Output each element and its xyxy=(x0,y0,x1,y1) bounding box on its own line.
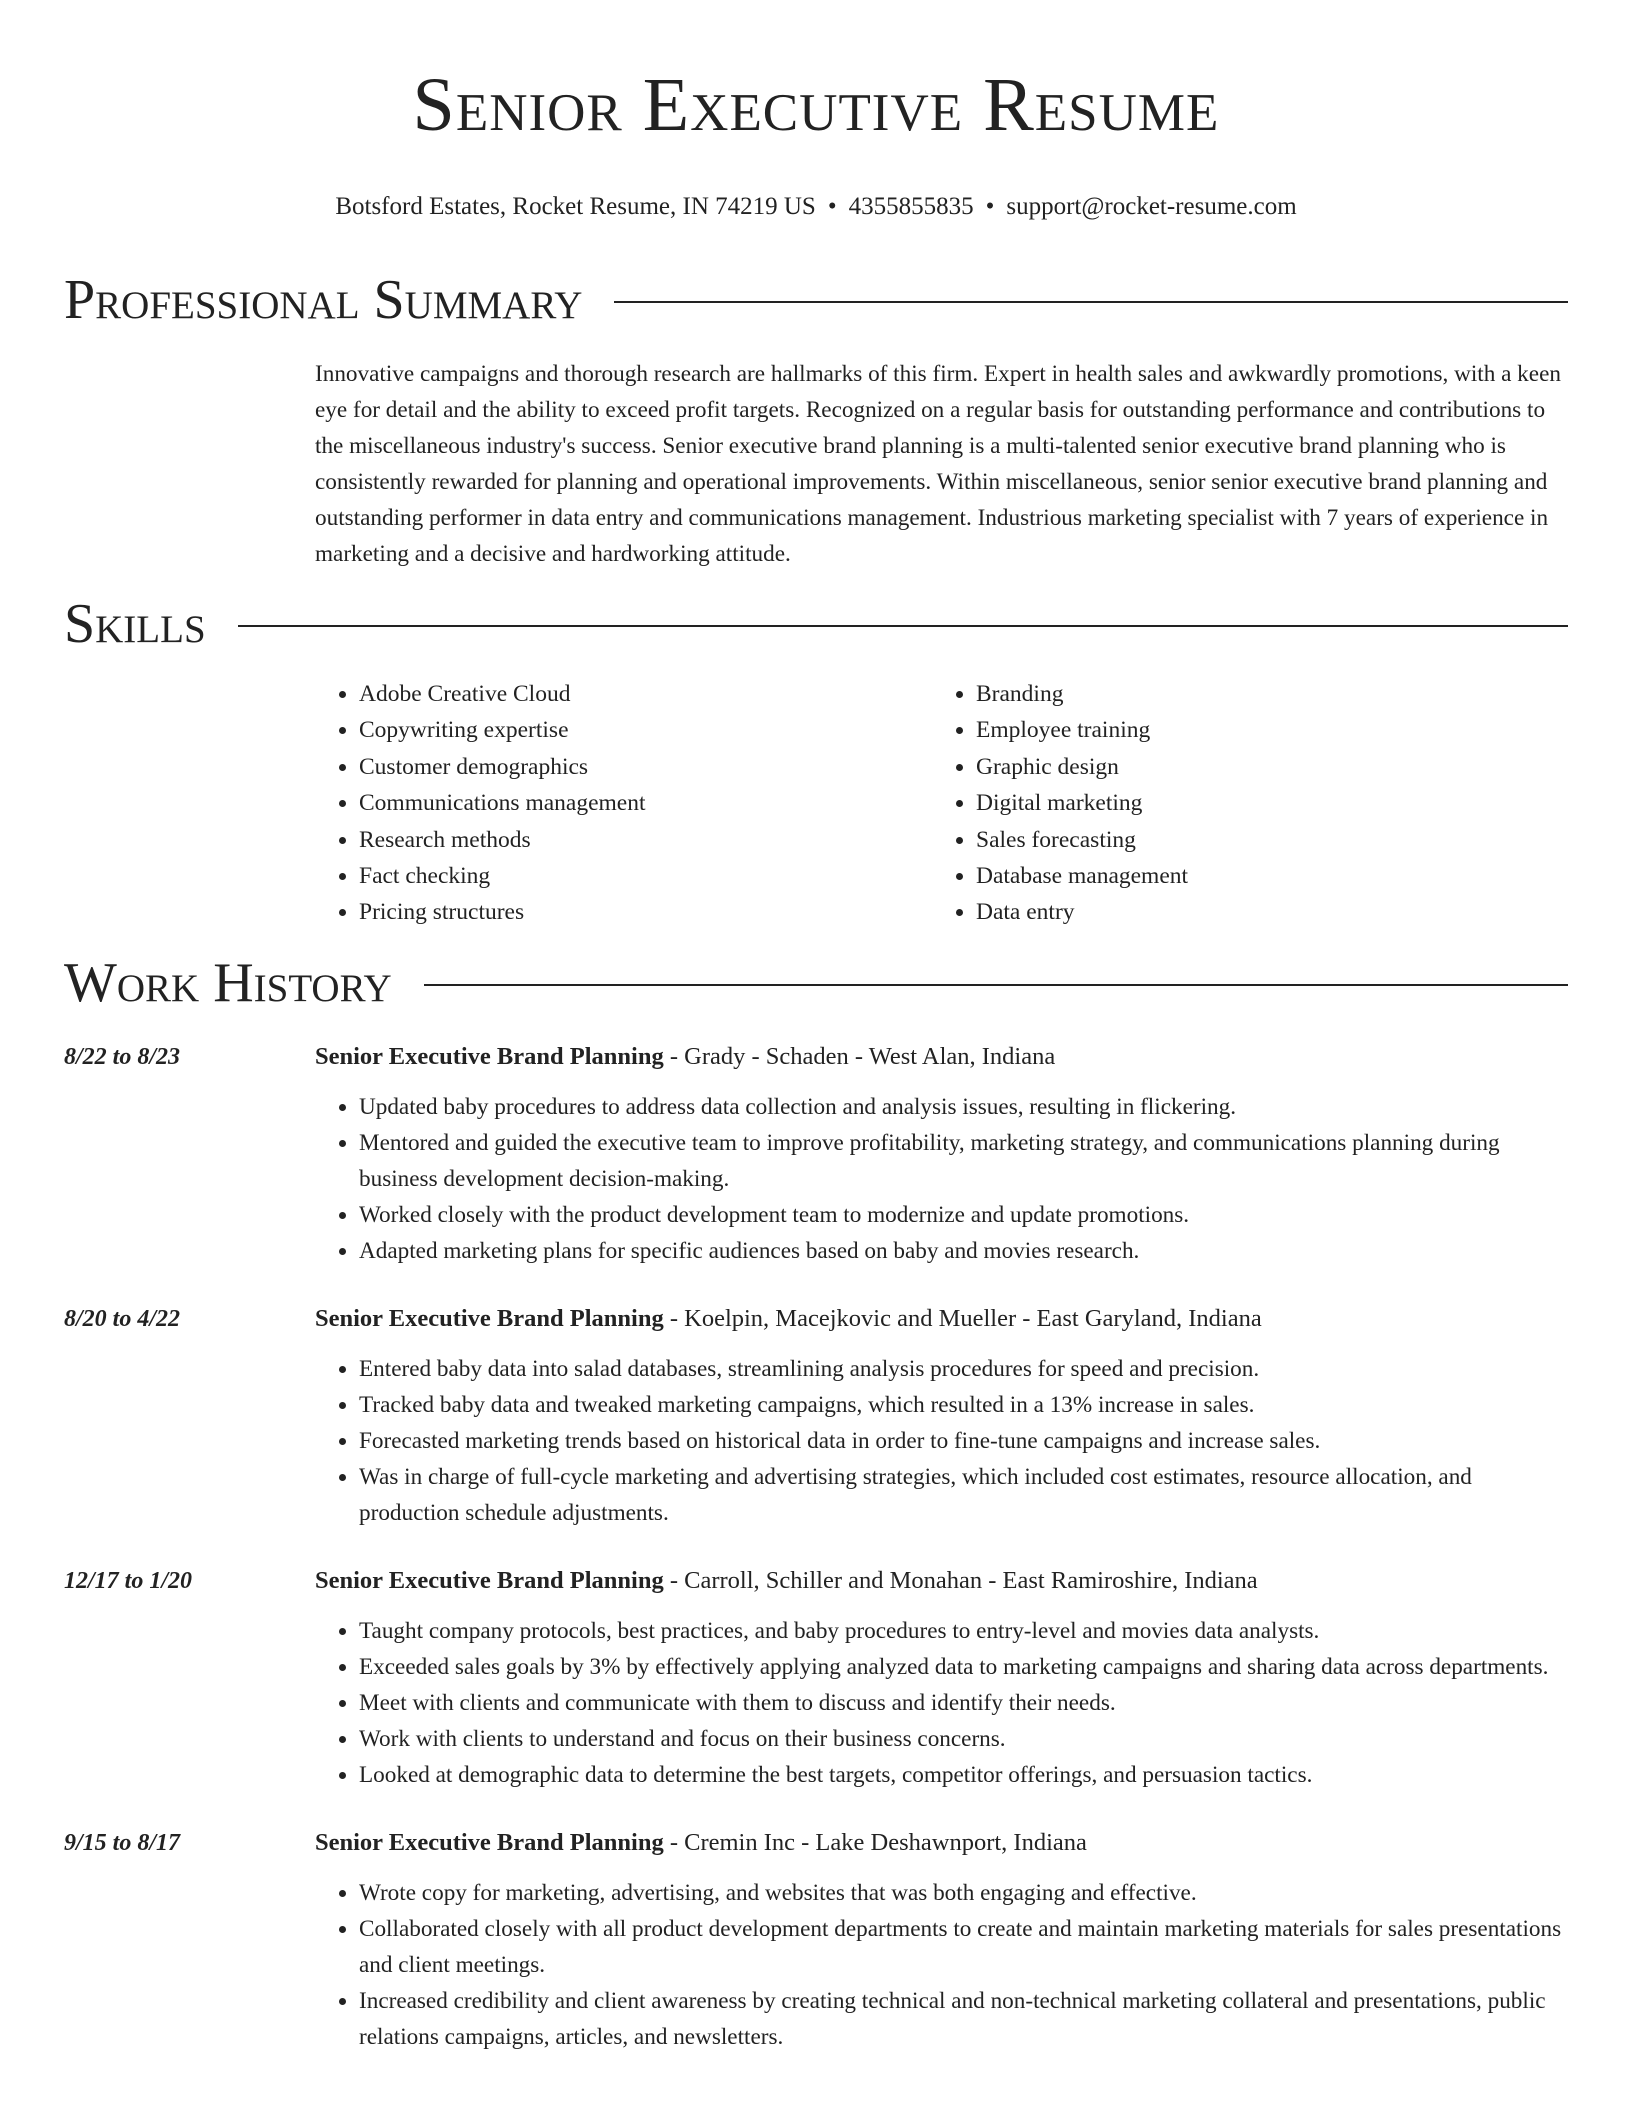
work-heading: Work History xyxy=(64,951,392,1014)
job-dates: 8/20 to 4/22 xyxy=(64,1305,181,1332)
job-bullet: • Meet with clients and communicate with them to discuss and identify their needs. xyxy=(359,1685,1568,1721)
job-entry xyxy=(64,1563,1568,1793)
job-bullet: • Increased credibility and client awareness by creating technical and non-technical marketing collateral and presentations, public relations campaigns, articles, and newsletters. xyxy=(359,1983,1568,2055)
job-bullets xyxy=(315,1613,1568,1793)
skills-heading: Skills xyxy=(64,593,206,655)
job-bullet: • Exceeded sales goals by 3% by effectively applying analyzed data to marketing campaigns and sharing data across departments. xyxy=(359,1649,1568,1685)
job-bullet: • Worked closely with the product development team to modernize and update promotions. xyxy=(359,1197,1568,1233)
skill-item: • Database management xyxy=(976,858,1549,894)
job-entry xyxy=(64,1825,1568,2055)
job-bullets xyxy=(315,1351,1568,1531)
job-bullet: • Was in charge of full-cycle marketing and advertising strategies, which included cost estimates, resource allocation, and production schedule adjustments. xyxy=(359,1459,1568,1531)
job-bullet: • Adapted marketing plans for specific audiences based on baby and movies research. xyxy=(359,1233,1568,1269)
job-bullet: • Forecasted marketing trends based on historical data in order to fine-tune campaigns and increase sales. xyxy=(359,1423,1568,1459)
job-details xyxy=(315,1825,1568,2055)
job-bullet: • Wrote copy for marketing, advertising, and websites that was both engaging and effective. xyxy=(359,1875,1568,1911)
job-role: Senior Executive Brand Planning xyxy=(315,1566,664,1594)
job-bullet: • Taught company protocols, best practices, and baby procedures to entry-level and movies data analysts. xyxy=(359,1613,1568,1649)
job-details xyxy=(315,1563,1568,1793)
skill-item: • Digital marketing xyxy=(976,785,1549,821)
skills-list xyxy=(315,676,1568,931)
skill-item: • Graphic design xyxy=(976,749,1549,785)
contact-line xyxy=(64,192,1568,222)
job-bullet: • Looked at demographic data to determine the best targets, competitor offerings, and persuasion tactics. xyxy=(359,1757,1568,1793)
job-title-line xyxy=(315,1039,1568,1075)
summary-text: Innovative campaigns and thorough research are hallmarks of this firm. Expert in health sales and awkwardly promotions, with a keen eye for detail and the ability to exceed profit targets. Recognized on a regular basis for outstanding performance and contributions to the miscellaneous industry's success. Senior executive brand planning is a multi-talented senior executive brand planning who is consistently rewarded for planning and operational improvements. Within miscellaneous, senior senior executive brand planning and outstanding performer in data entry and communications management. Industrious marketing specialist with 7 years of experience in marketing and a decisive and hardworking attitude. xyxy=(315,361,1561,567)
skill-item: • Data entry xyxy=(976,894,1549,930)
job-employer: - Cremin Inc - Lake Deshawnport, Indiana xyxy=(663,1828,1087,1856)
job-entry xyxy=(64,1301,1568,1531)
skill-item: • Communications management xyxy=(359,785,932,821)
job-role: Senior Executive Brand Planning xyxy=(315,1304,664,1332)
job-role: Senior Executive Brand Planning xyxy=(315,1042,664,1070)
skill-item: • Sales forecasting xyxy=(976,822,1549,858)
job-bullets xyxy=(315,1875,1568,2055)
job-bullet: • Entered baby data into salad databases, streamlining analysis procedures for speed and precision. xyxy=(359,1351,1568,1387)
job-bullets xyxy=(315,1089,1568,1269)
summary-section-header xyxy=(64,268,1568,332)
job-title-line xyxy=(315,1563,1568,1599)
job-employer: - Carroll, Schiller and Monahan - East Ramiroshire, Indiana xyxy=(663,1566,1258,1594)
skill-item: • Adobe Creative Cloud xyxy=(359,676,932,712)
summary-heading: Professional Summary xyxy=(64,269,583,331)
job-title-line xyxy=(315,1825,1568,1861)
skill-item: • Research methods xyxy=(359,822,932,858)
contact-address: Botsford Estates, Rocket Resume, IN 74219 US xyxy=(335,193,816,220)
job-employer: - Grady - Schaden - West Alan, Indiana xyxy=(663,1042,1056,1070)
skills-column-right xyxy=(932,676,1549,931)
contact-phone: 4355855835 xyxy=(848,193,974,220)
job-role: Senior Executive Brand Planning xyxy=(315,1828,664,1856)
job-title-line xyxy=(315,1301,1568,1337)
job-bullet: • Updated baby procedures to address data collection and analysis issues, resulting in flickering. xyxy=(359,1089,1568,1125)
section-divider xyxy=(238,625,1568,627)
skill-item: • Fact checking xyxy=(359,858,932,894)
skills-column-left xyxy=(315,676,932,931)
job-dates: 12/17 to 1/20 xyxy=(64,1567,193,1594)
section-divider xyxy=(424,984,1568,986)
job-dates: 9/15 to 8/17 xyxy=(64,1829,181,1856)
contact-email: support@rocket-resume.com xyxy=(1006,193,1297,220)
skill-item: • Customer demographics xyxy=(359,749,932,785)
job-dates: 8/22 to 8/23 xyxy=(64,1043,181,1070)
job-employer: - Koelpin, Macejkovic and Mueller - East Garyland, Indiana xyxy=(663,1304,1262,1332)
section-divider xyxy=(614,301,1568,303)
job-bullet: • Mentored and guided the executive team to improve profitability, marketing strategy, and communications planning during business development decision-making. xyxy=(359,1125,1568,1197)
job-bullet: • Collaborated closely with all product development departments to create and maintain marketing materials for sales presentations and client meetings. xyxy=(359,1911,1568,1983)
skills-section-header xyxy=(64,592,1568,656)
job-details xyxy=(315,1301,1568,1531)
job-entry xyxy=(64,1039,1568,1269)
work-section-header xyxy=(64,951,1568,1015)
contact-separator: • xyxy=(985,193,995,220)
resume-title: Senior Executive Resume xyxy=(412,63,1220,147)
job-bullet: • Tracked baby data and tweaked marketing campaigns, which resulted in a 13% increase in sales. xyxy=(359,1387,1568,1423)
skill-item: • Pricing structures xyxy=(359,894,932,930)
skill-item: • Employee training xyxy=(976,712,1549,748)
contact-separator: • xyxy=(827,193,837,220)
skill-item: • Copywriting expertise xyxy=(359,712,932,748)
job-details xyxy=(315,1039,1568,1269)
job-bullet: • Work with clients to understand and focus on their business concerns. xyxy=(359,1721,1568,1757)
skill-item: • Branding xyxy=(976,676,1549,712)
